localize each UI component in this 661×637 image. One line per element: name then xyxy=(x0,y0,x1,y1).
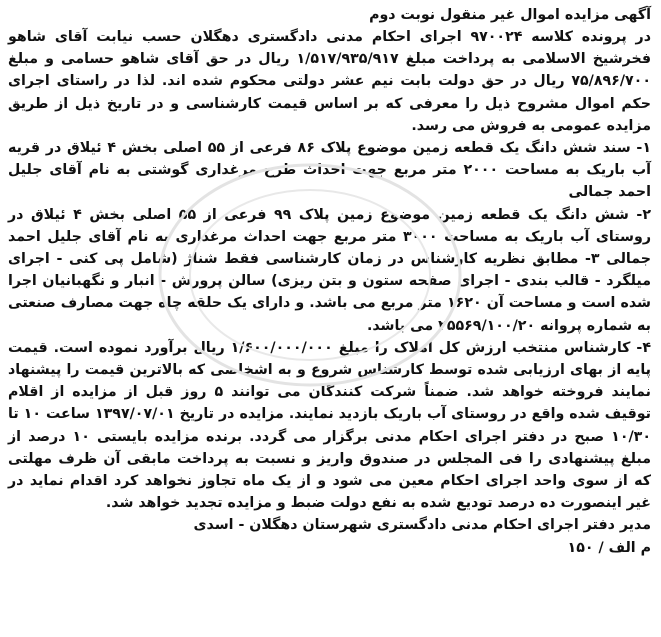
notice-intro-paragraph: در پرونده کلاسه ۹۷۰۰۲۴ اجرای احکام مدنی دادگستری دهگلان حسب نیابت آقای شاهو فخرشیخ الاسلامی به پرداخت مبلغ ۱/۵۱۷/۹۳۵/۹۱۷ ریال در حق آقای شاهو حسامی و مبلغ ۷۵/۸۹۶/۷۰۰ ریال در حق دولت بابت نیم عشر دولتی محکوم شده اند. لذا در راستای اجرای حکم اموال مشروح ذیل را معرفی که بر اساس قیمت کارشناسی و در تاریخ ذیل از طریق مزایده عمومی به فروش می رسد. xyxy=(8,29,651,134)
notice-title: آگهی مزایده اموال غیر منقول نوبت دوم xyxy=(369,7,651,23)
notice-reference-code: م الف / ۱۵۰ xyxy=(567,539,651,556)
notice-item-2-3-paragraph: ۲- شش دانگ یک قطعه زمین موضوع زمین پلاک ۹۹ فرعی از ۵۵ اصلی بخش ۴ ئیلاق در روستای آب باریک به مساحت ۳۰۰۰ متر مربع جهت احداث مرغداری به نام آقای جلیل احمد جمالی ۳- مطابق نظریه کارشناس در زمان کارشناسی فقط شناژ (شامل پی کنی - اجرای میلگرد - قالب بندی - اجرای صفحه ستون و بتن ریزی) سالن پرورش - انبار و نگهبانیان اجرا شده است و مساحت آن ۱۶۲۰ متر مربع می باشد. و دارای یک حلقه چاه جهت مصارف صنعتی به شماره پروانه ۲۵۵۶۹/۱۰۰/۲۰ می باشد. xyxy=(8,206,652,334)
notice-item-1-paragraph: ۱- سند شش دانگ یک قطعه زمین موضوع پلاک ۸۶ فرعی از ۵۵ اصلی بخش ۴ ئیلاق در قریه آب باریک به مساحت ۲۰۰۰ متر مربع جهت احداث طرح مرغداری گوشتی به نام آقای جلیل احمد جمالی xyxy=(8,140,652,201)
notice-item-4-paragraph: ۴- کارشناس منتخب ارزش کل املاک را مبلغ ۱/۶۰۰/۰۰۰/۰۰۰ ریال برآورد نموده است. قیمت پایه از بهای ارزیابی شده توسط کارشناس شروع و به اشخاصی که بالاترین قیمت را پیشنهاد نمایند فروخته خواهد شد. ضمناً شرکت کنندگان می توانند ۵ روز قبل از مزایده از اقلام توقیف شده واقع در روستای آب باریک بازدید نمایند. مزایده در تاریخ ۱۳۹۷/۰۷/۰۱ ساعت ۱۰ تا ۱۰/۳۰ صبح در دفتر اجرای احکام مدنی برگزار می گردد. برنده مزایده بایستی ۱۰ درصد از مبلغ پیشنهادی را فی المجلس در صندوق واریز و نسبت به پرداخت مابقی آن ظرف مهلتی که از سوی واحد اجرای احکام معین می شود و از یک ماه تجاوز نخواهد کرد اقدام نماید در غیر اینصورت ده درصد تودیع شده به نفع دولت ضبط و مزایده تجدید خواهد شد. xyxy=(8,339,651,512)
notice-signature: مدیر دفتر اجرای احکام مدنی دادگستری شهرستان دهگلان - اسدی xyxy=(193,517,651,534)
